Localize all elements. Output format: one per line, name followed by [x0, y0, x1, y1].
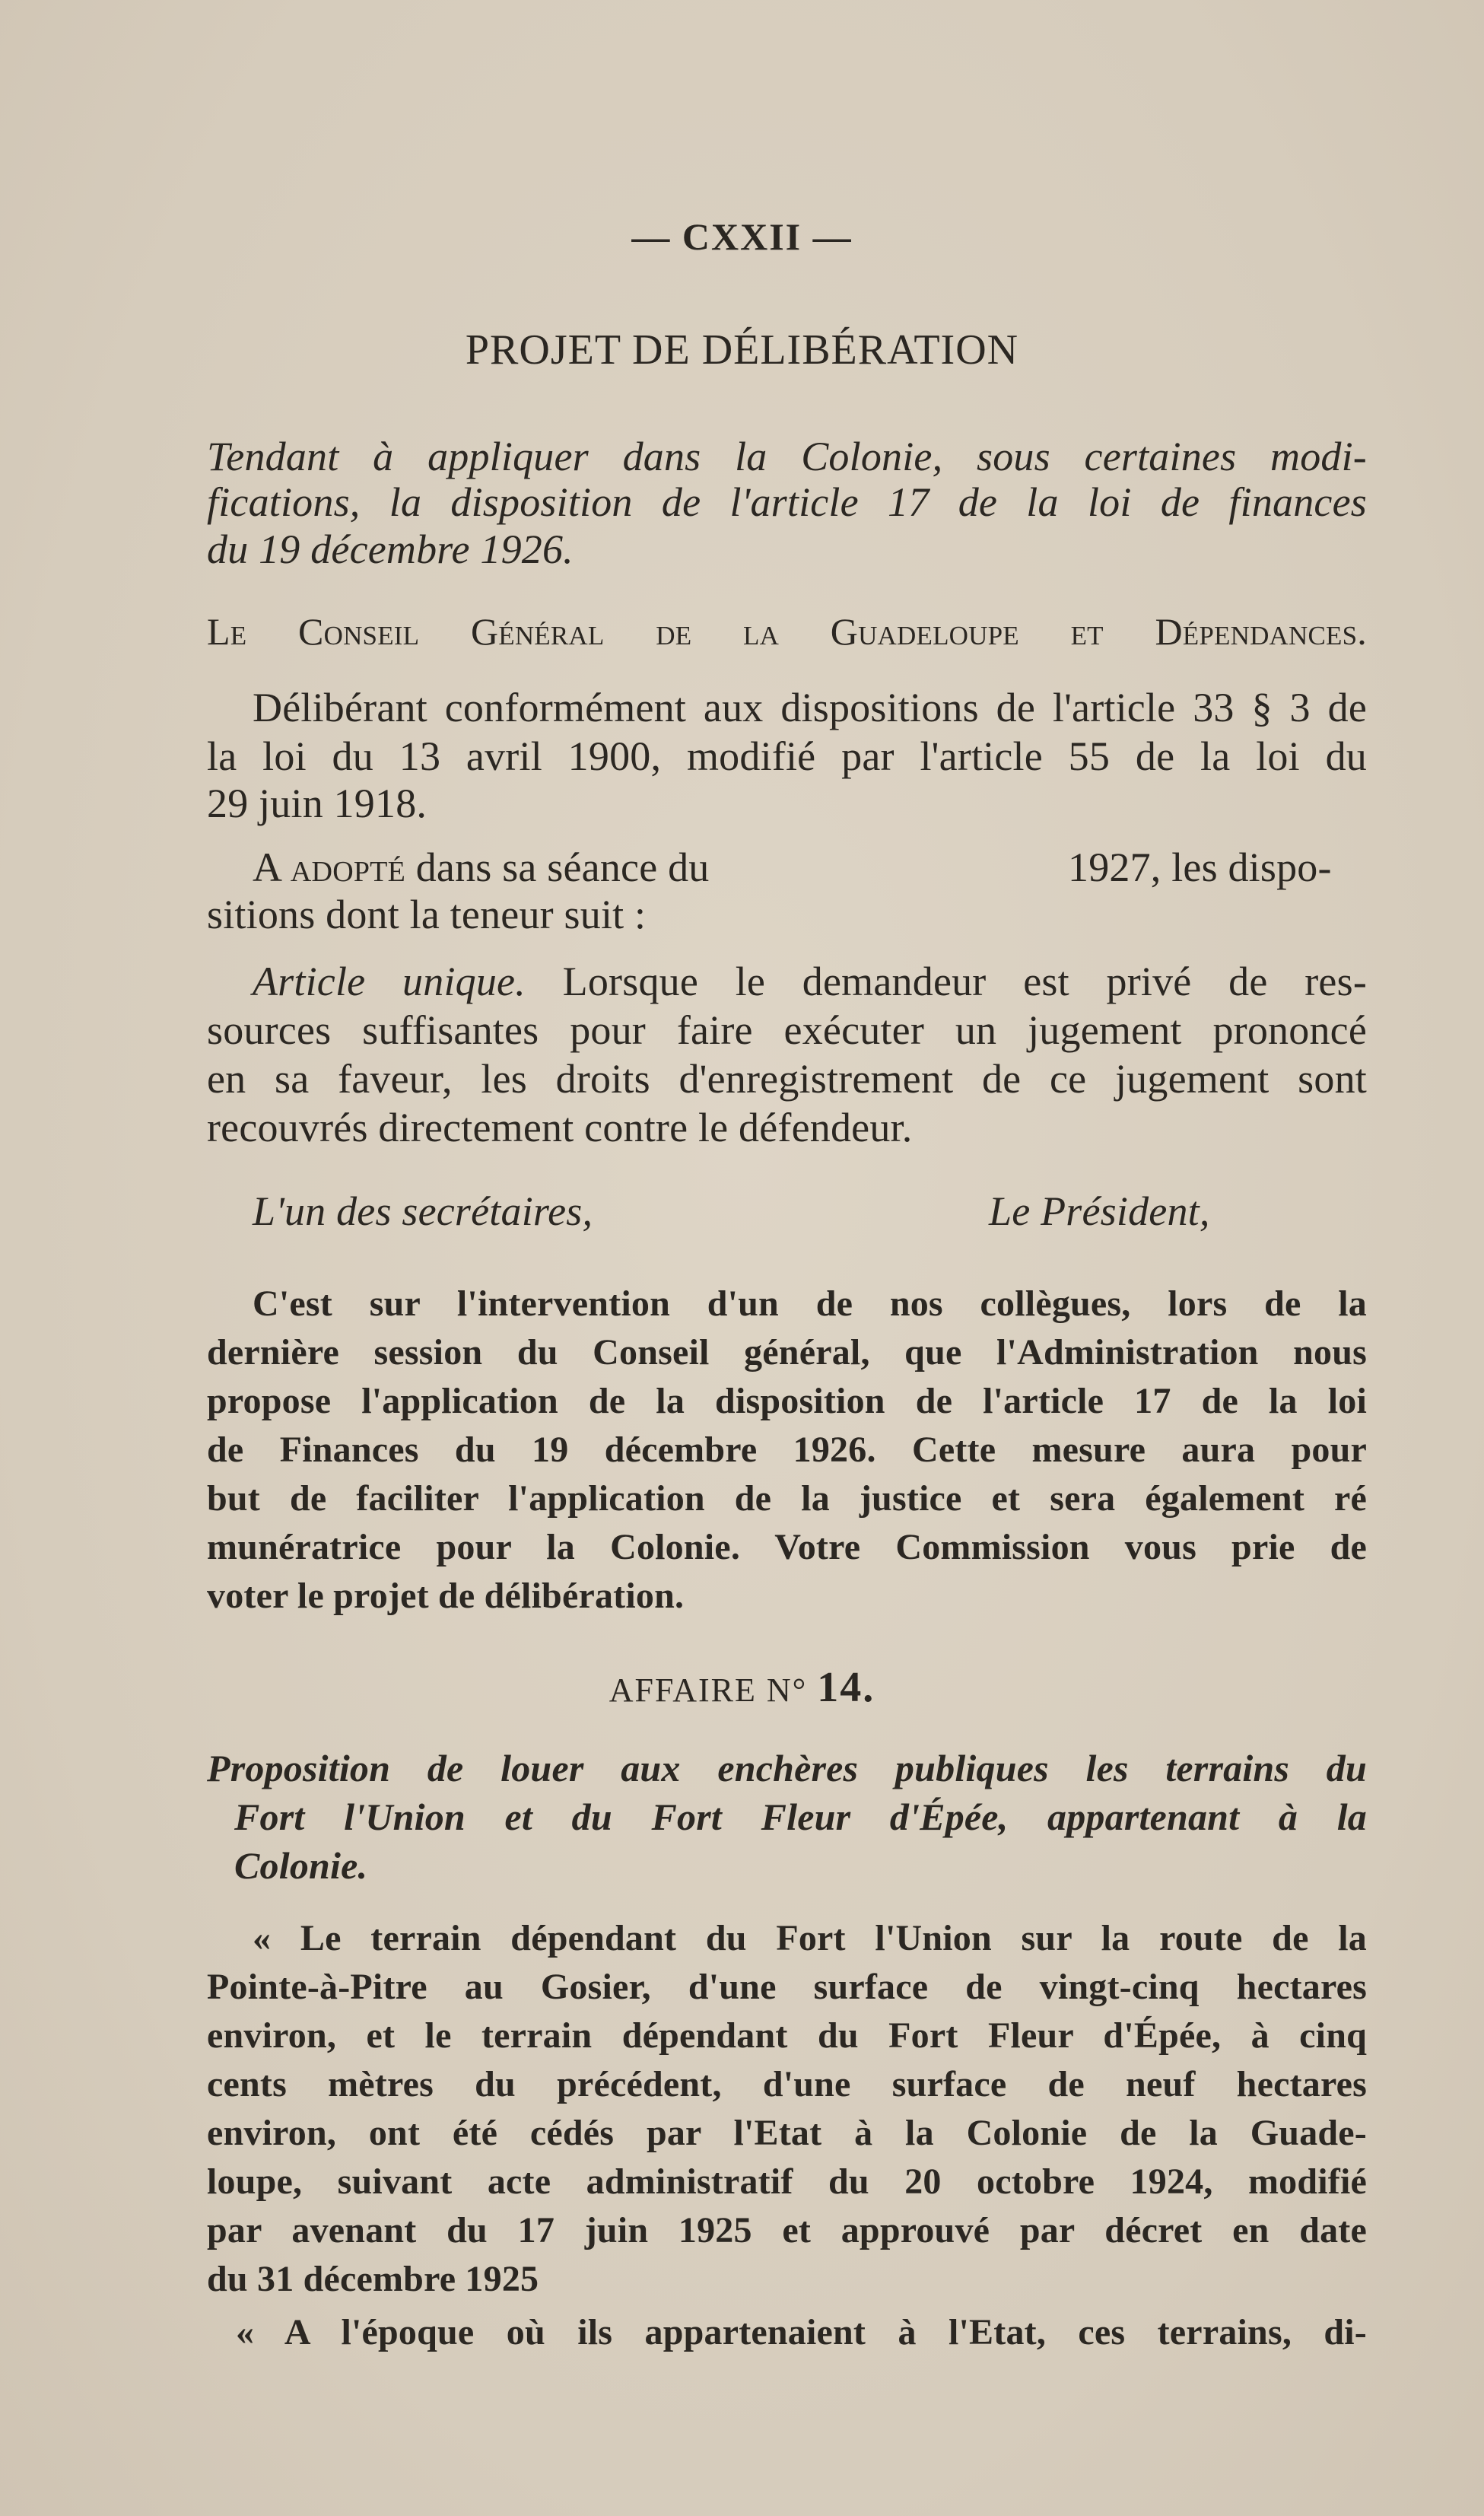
adopte-year: 1927, les dispo- [1068, 844, 1332, 890]
body-line: environ, et le terrain dépendant du Fort Fleur d'Épée, à cinq [207, 2015, 1367, 2056]
body-line: « Le terrain dépendant du Fort l'Union sur la route de la [253, 1918, 1367, 1958]
body-line: du 31 décembre 1925 [207, 2259, 539, 2299]
affaire-label: AFFAIRE N° [609, 1672, 808, 1709]
proposition-line: Proposition de louer aux enchères publiques les terrains du [207, 1747, 1367, 1789]
body-line: Pointe-à-Pitre au Gosier, d'une surface de vingt-cinq hectares [207, 1967, 1367, 2007]
affaire-heading [0, 1663, 1484, 1712]
body-line: « A l'époque où ils appartenaient à l'Etat, ces terrains, di- [236, 2312, 1367, 2352]
page-title: PROJET DE DÉLIBÉRATION [465, 326, 1019, 374]
commentary-line: propose l'application de la disposition de l'article 17 de la loi [207, 1381, 1367, 1421]
body-line: environ, ont été cédés par l'Etat à la Colonie de la Guade- [207, 2113, 1367, 2153]
affaire-number: 14. [817, 1664, 875, 1711]
body-line: loupe, suivant acte administratif du 20 octobre 1924, modifié [207, 2161, 1367, 2202]
commentary-line: voter le projet de délibération. [207, 1576, 685, 1616]
paragraph-line: la loi du 13 avril 1900, modifié par l'article 55 de la loi du [207, 733, 1367, 779]
paragraph-line: Délibérant conformément aux dispositions de l'article 33 § 3 de [253, 685, 1367, 730]
adopte-line2: sitions dont la teneur suit : [207, 892, 647, 937]
page-folio: — CXXII — [631, 215, 853, 258]
commentary-line: munératrice pour la Colonie. Votre Commission vous prie de [207, 1527, 1367, 1567]
paragraph-line: 29 juin 1918. [207, 781, 427, 826]
proposition-line: Colonie. [234, 1844, 368, 1887]
signature-secretary: L'un des secrétaires, [253, 1188, 593, 1234]
commentary-line: de Finances du 19 décembre 1926. Cette mesure aura pour [207, 1430, 1367, 1470]
adopte-prefix: A adopté [253, 844, 406, 890]
subtitle-line: Tendant à appliquer dans la Colonie, sous certaines modi- [207, 434, 1367, 479]
council-heading: Le Conseil Général de la Guadeloupe et Dépendances. [207, 610, 1367, 653]
commentary-line: but de faciliter l'application de la justice et sera également ré [207, 1478, 1367, 1519]
subtitle-line: du 19 décembre 1926. [207, 526, 574, 572]
adopte-middle: dans sa séance du [415, 844, 710, 890]
proposition-line: Fort l'Union et du Fort Fleur d'Épée, appartenant à la [234, 1796, 1367, 1838]
subtitle-line: fications, la disposition de l'article 17 de la loi de finances [207, 479, 1367, 525]
article-line: recouvrés directement contre le défendeur. [207, 1105, 913, 1150]
article-label: Article unique. [253, 959, 526, 1004]
article-text: Lorsque le demandeur est privé de res- [562, 959, 1368, 1004]
commentary-line: C'est sur l'intervention d'un de nos collègues, lors de la [253, 1283, 1367, 1324]
signature-president: Le Président, [989, 1188, 1210, 1234]
body-line: par avenant du 17 juin 1925 et approuvé par décret en date [207, 2210, 1367, 2250]
body-line: cents mètres du précédent, d'une surface de neuf hectares [207, 2064, 1367, 2104]
article-line: en sa faveur, les droits d'enregistrement de ce jugement sont [207, 1056, 1367, 1102]
article-line [253, 957, 1367, 1006]
adopte-line [253, 843, 709, 892]
commentary-line: dernière session du Conseil général, que l'Administration nous [207, 1332, 1367, 1373]
article-line: sources suffisantes pour faire exécuter un jugement prononcé [207, 1007, 1367, 1053]
